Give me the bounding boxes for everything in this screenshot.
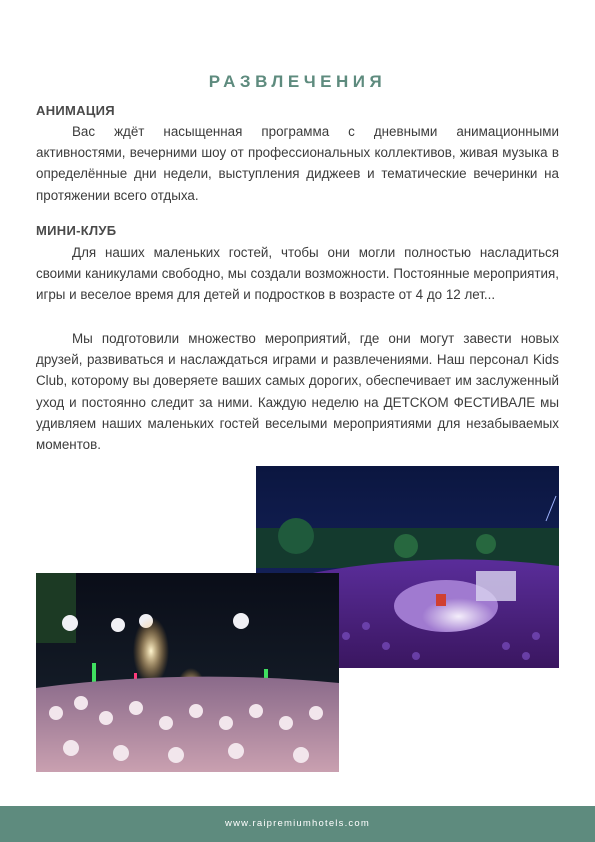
footer-bar bbox=[0, 806, 595, 842]
page-title: РАЗВЛЕЧЕНИЯ bbox=[208, 72, 387, 91]
section-heading-mini-club: МИНИ-КЛУБ bbox=[36, 223, 117, 238]
mini-club-paragraph-1: Для наших маленьких гостей, чтобы они могли полностью насладиться своими каникулами свободно, мы создали возможности. Постоянные мероприятия, игры и веселое время для детей и подростков в возрасте от 4 до 12 лет... bbox=[36, 245, 559, 303]
mini-club-paragraph-2: Мы подготовили множество мероприятий, где они могут завести новых друзей, развиваться и наслаждаться играми и развлечениями. Наш персонал Kids Club, которому вы доверяете ваших самых дорогих, обеспечивает им заслуженный уход и постоянно следит за ними. Каждую неделю на ДЕТСКОМ ФЕСТИВАЛЕ мы удивляем наших маленьких гостей веселыми мероприятиями для незабываемых моментов. bbox=[36, 331, 559, 453]
party-photo bbox=[36, 573, 339, 772]
website-link[interactable]: www.raipremiumhotels.com bbox=[225, 818, 370, 829]
animation-paragraph: Вас ждёт насыщенная программа с дневными анимационными активностями, вечерними шоу от профессиональных коллективов, живая музыка в определённые дни недели, выступления диджеев и тематические вечеринки на протяжении всего отдыха. bbox=[36, 124, 559, 203]
section-heading-animation: АНИМАЦИЯ bbox=[36, 103, 115, 118]
